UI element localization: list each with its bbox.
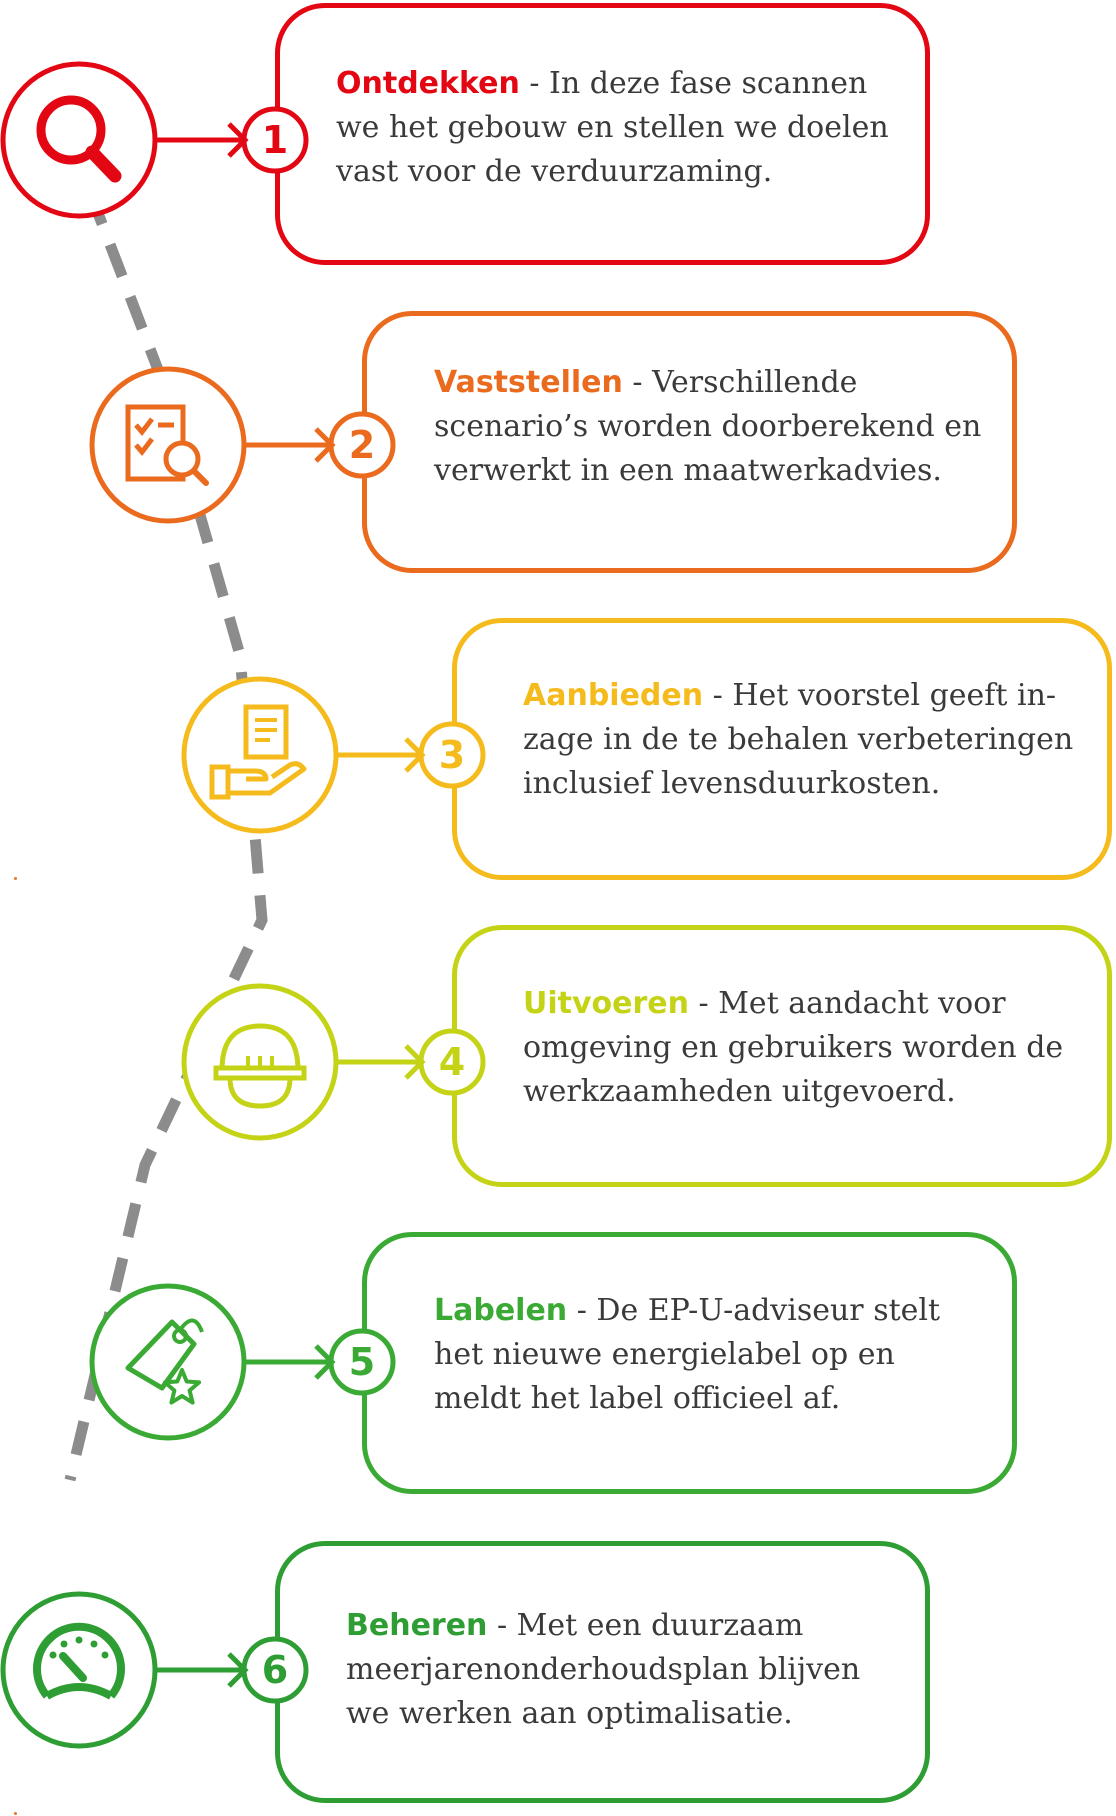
step-text: Verschillende scenario’s worden doorberekend en verwerkt in een maatwerkadvies. <box>434 365 982 488</box>
step-number: 4 <box>438 1040 466 1084</box>
step-text: Het voorstel geeft in- zage in de te behalen verbeteringen inclusief levensduurkosten. <box>523 678 1074 801</box>
step-1 <box>3 64 245 216</box>
step-number: 3 <box>438 733 466 777</box>
step-separator: - <box>567 1293 597 1328</box>
step-6 <box>3 1594 245 1746</box>
step-text: In deze fase scannen we het gebouw en stellen we doelen vast voor de verduurzaming. <box>336 66 889 189</box>
step-3 <box>184 679 422 831</box>
step-text: Met aandacht voor omgeving en gebruikers worden de werkzaamheden uitgevoerd. <box>523 986 1064 1109</box>
step-4 <box>184 986 422 1138</box>
step-separator: - <box>703 678 733 713</box>
icon-circle <box>3 64 155 216</box>
step-title: Aanbieden <box>523 678 704 713</box>
step-title: Beheren <box>346 1608 488 1643</box>
step-number: 2 <box>348 423 376 467</box>
step-2 <box>92 369 332 521</box>
icon-circle <box>92 369 244 521</box>
step-number: 6 <box>261 1648 289 1692</box>
step-number: 5 <box>348 1340 376 1384</box>
step-number: 1 <box>261 118 289 162</box>
step-text: Met een duurzaam meerjarenonderhoudsplan blijven we werken aan optimalisatie. <box>346 1608 861 1731</box>
step-separator: - <box>622 365 653 400</box>
step-separator: - <box>689 986 719 1021</box>
step-separator: - <box>487 1608 517 1643</box>
step-title: Labelen <box>434 1293 568 1328</box>
step-text: De EP-U-adviseur stelt het nieuwe energielabel op en meldt het label officieel af. <box>434 1293 941 1416</box>
step-title: Ontdekken <box>336 66 520 101</box>
step-separator: - <box>519 66 550 101</box>
icon-circle <box>92 1286 244 1438</box>
step-title: Uitvoeren <box>523 986 689 1021</box>
step-title: Vaststellen <box>434 365 623 400</box>
step-5 <box>92 1286 332 1438</box>
